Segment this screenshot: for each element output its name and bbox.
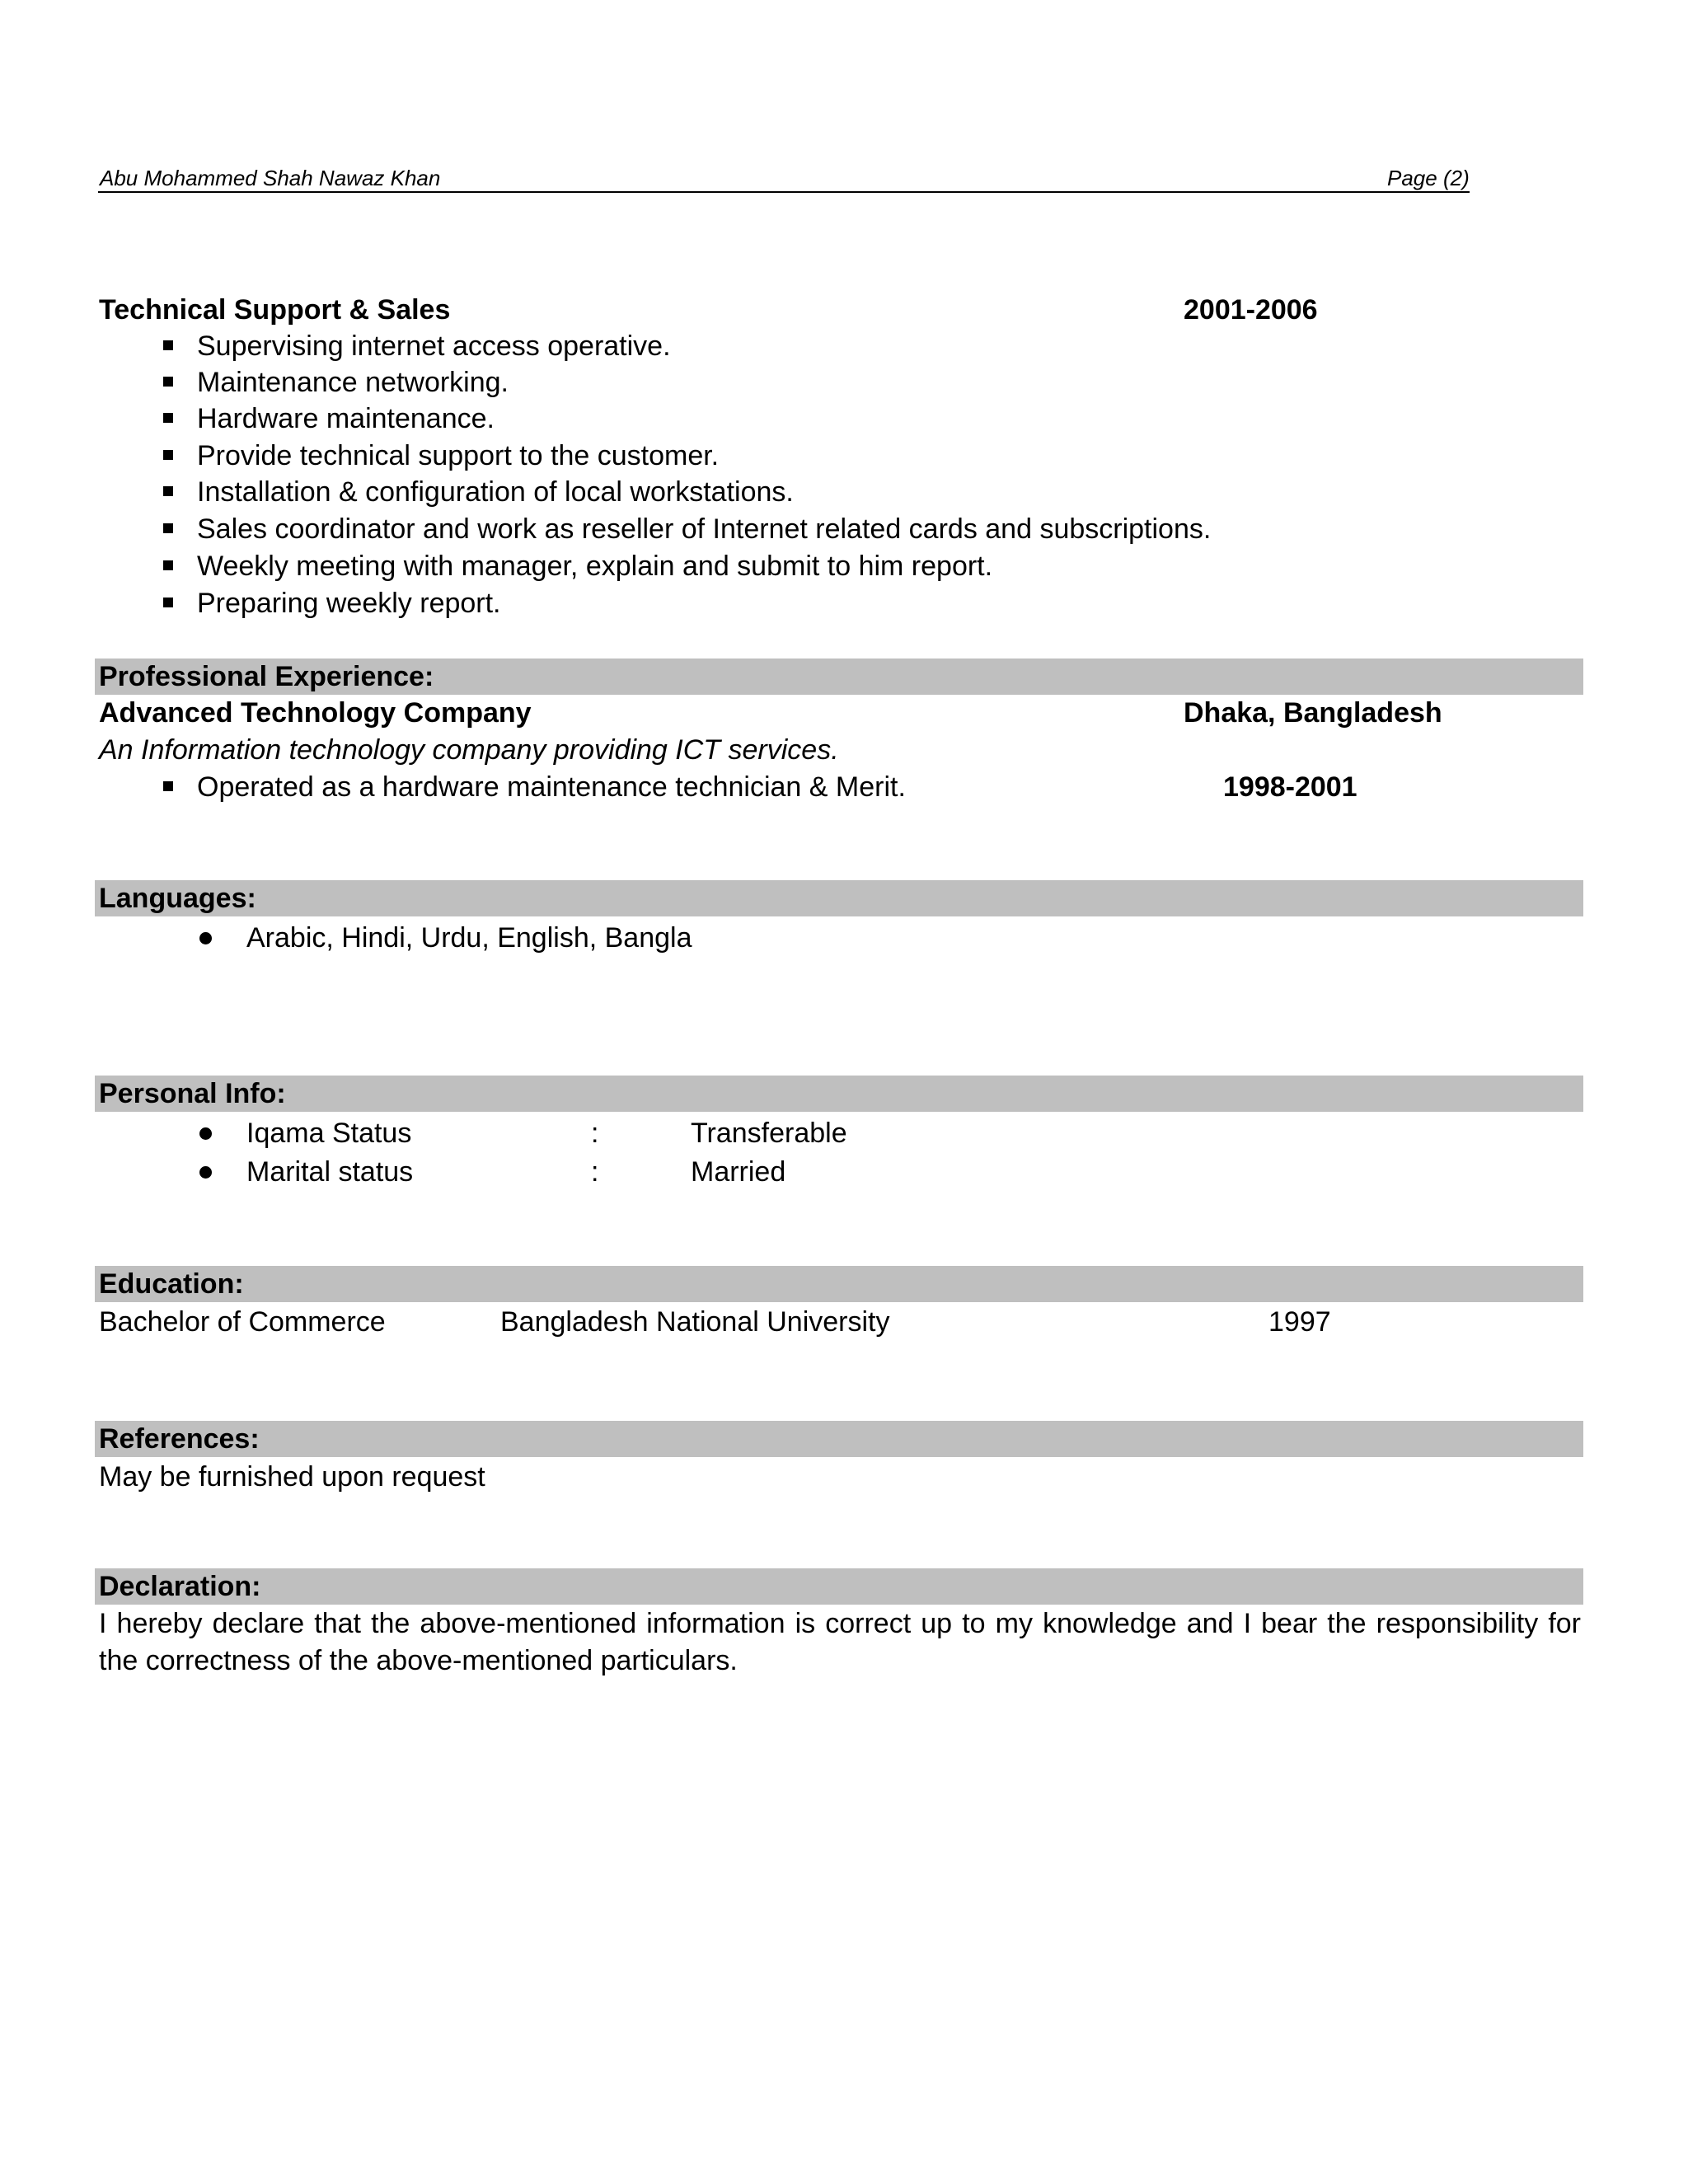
list-item: Hardware maintenance. xyxy=(197,403,495,434)
company-description: An Information technology company providing ICT services. xyxy=(99,734,839,766)
section-education xyxy=(95,1266,1583,1302)
square-bullet-icon xyxy=(163,781,173,791)
section-personal-info xyxy=(95,1076,1583,1112)
square-bullet-icon xyxy=(163,598,173,607)
list-item: Sales coordinator and work as reseller of Internet related cards and subscriptions. xyxy=(197,513,1212,545)
list-item: Supervising internet access operative. xyxy=(197,330,671,362)
round-bullet-icon xyxy=(199,932,212,944)
education-institution: Bangladesh National University xyxy=(500,1306,890,1338)
references-text: May be furnished upon request xyxy=(99,1461,485,1493)
info-value: Married xyxy=(691,1156,786,1188)
section-heading: References: xyxy=(99,1423,260,1455)
company-name: Advanced Technology Company xyxy=(99,697,532,729)
info-separator: : xyxy=(591,1118,599,1149)
square-bullet-icon xyxy=(163,486,173,496)
section-declaration xyxy=(95,1568,1583,1605)
round-bullet-icon xyxy=(199,1127,212,1140)
section-professional-experience xyxy=(95,658,1583,695)
header-page-number: Page (2) xyxy=(1387,166,1470,190)
section-references xyxy=(95,1421,1583,1457)
info-separator: : xyxy=(591,1156,599,1188)
square-bullet-icon xyxy=(163,523,173,533)
section-heading: Personal Info: xyxy=(99,1078,286,1109)
declaration-text: I hereby declare that the above-mentioned information is correct up to my knowledge and I bear the responsibility for the correctness of the above-mentioned particulars. xyxy=(99,1608,1581,1676)
list-item: Preparing weekly report. xyxy=(197,588,501,619)
section-heading: Declaration: xyxy=(99,1571,261,1602)
square-bullet-icon xyxy=(163,450,173,460)
section-heading: Education: xyxy=(99,1268,244,1300)
company-location: Dhaka, Bangladesh xyxy=(1184,697,1442,729)
role-years: 2001-2006 xyxy=(1184,294,1318,326)
list-item: Arabic, Hindi, Urdu, English, Bangla xyxy=(246,922,692,954)
info-label: Marital status xyxy=(246,1156,414,1188)
list-item: Operated as a hardware maintenance technician & Merit. xyxy=(197,771,906,803)
square-bullet-icon xyxy=(163,377,173,387)
list-item: Weekly meeting with manager, explain and submit to him report. xyxy=(197,551,993,582)
list-item: Maintenance networking. xyxy=(197,367,509,398)
section-heading: Professional Experience: xyxy=(99,661,434,692)
round-bullet-icon xyxy=(199,1166,212,1179)
page-header xyxy=(98,162,1470,193)
list-item: Provide technical support to the customer. xyxy=(197,440,720,471)
info-label: Iqama Status xyxy=(246,1118,412,1149)
info-value: Transferable xyxy=(691,1118,847,1149)
education-year: 1997 xyxy=(1268,1306,1331,1338)
header-name: Abu Mohammed Shah Nawaz Khan xyxy=(100,166,441,190)
square-bullet-icon xyxy=(163,413,173,423)
experience-years: 1998-2001 xyxy=(1223,771,1357,803)
square-bullet-icon xyxy=(163,560,173,570)
education-degree: Bachelor of Commerce xyxy=(99,1306,386,1338)
section-languages xyxy=(95,880,1583,916)
square-bullet-icon xyxy=(163,340,173,350)
section-heading: Languages: xyxy=(99,883,256,914)
role-title: Technical Support & Sales xyxy=(99,294,451,326)
list-item: Installation & configuration of local workstations. xyxy=(197,476,794,508)
